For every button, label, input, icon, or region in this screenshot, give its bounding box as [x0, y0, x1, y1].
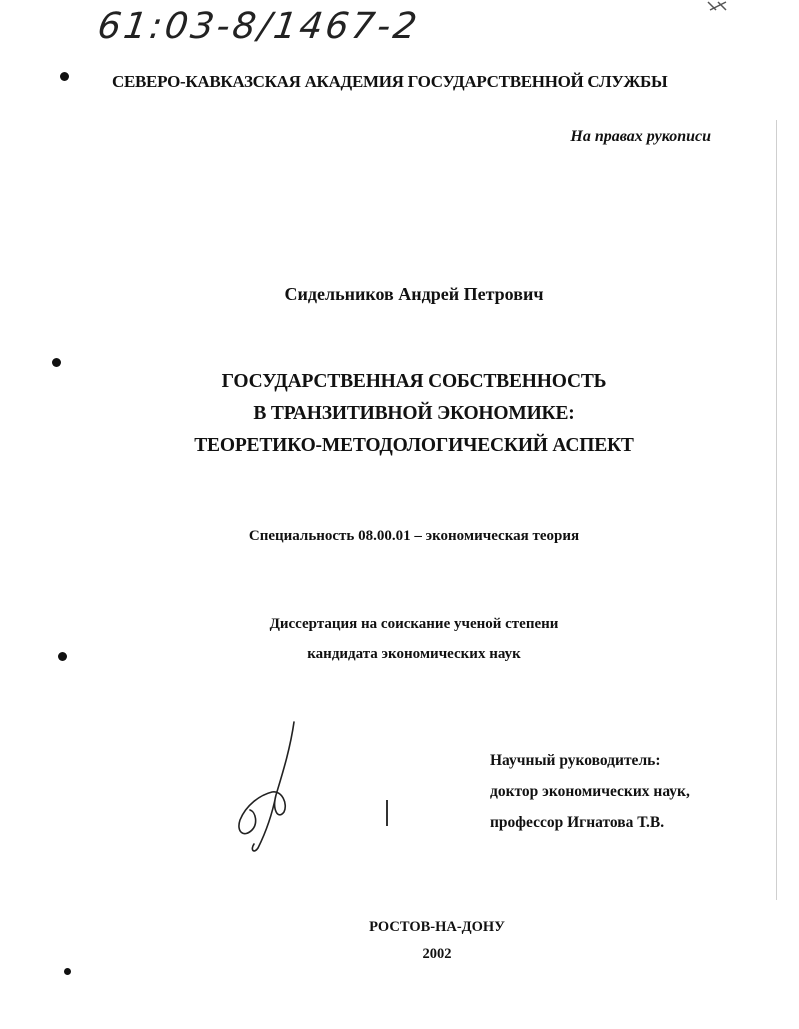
author-name: Сидельников Андрей Петрович: [284, 284, 544, 304]
dissertation-title: [0, 366, 799, 462]
place-and-year: [0, 914, 799, 968]
year: 2002: [422, 946, 452, 962]
title-line: В ТРАНЗИТИВНОЙ ЭКОНОМИКЕ:: [253, 403, 575, 424]
organization-name: СЕВЕРО-КАВКАЗСКАЯ АКАДЕМИЯ ГОСУДАРСТВЕННОЙ СЛУЖБЫ: [112, 72, 668, 91]
handwritten-signature: [232, 720, 312, 855]
specialty: Специальность 08.00.01 – экономическая теория: [248, 528, 580, 544]
title-line: ГОСУДАРСТВЕННАЯ СОБСТВЕННОСТЬ: [221, 371, 607, 392]
supervisor-name: профессор Игнатова Т.В.: [490, 814, 665, 831]
stray-pen-mark: [386, 800, 388, 826]
degree-line: Диссертация на соискание ученой степени: [269, 616, 559, 632]
manuscript-note: На правах рукописи: [570, 128, 711, 145]
corner-scan-mark: [706, 0, 730, 14]
handwritten-archive-number: 61:03-8/1467-2: [95, 6, 423, 47]
supervisor-degree: доктор экономических наук,: [490, 783, 690, 800]
title-line: ТЕОРЕТИКО-МЕТОДОЛОГИЧЕСКИЙ АСПЕКТ: [194, 435, 634, 456]
supervisor-heading: Научный руководитель:: [490, 752, 661, 769]
scan-edge-line: [776, 120, 777, 900]
binding-hole-dot: [64, 968, 71, 975]
degree-line: кандидата экономических наук: [307, 646, 521, 662]
supervisor-block: [490, 745, 690, 838]
city: РОСТОВ-НА-ДОНУ: [369, 919, 505, 935]
degree-statement: [0, 609, 799, 669]
